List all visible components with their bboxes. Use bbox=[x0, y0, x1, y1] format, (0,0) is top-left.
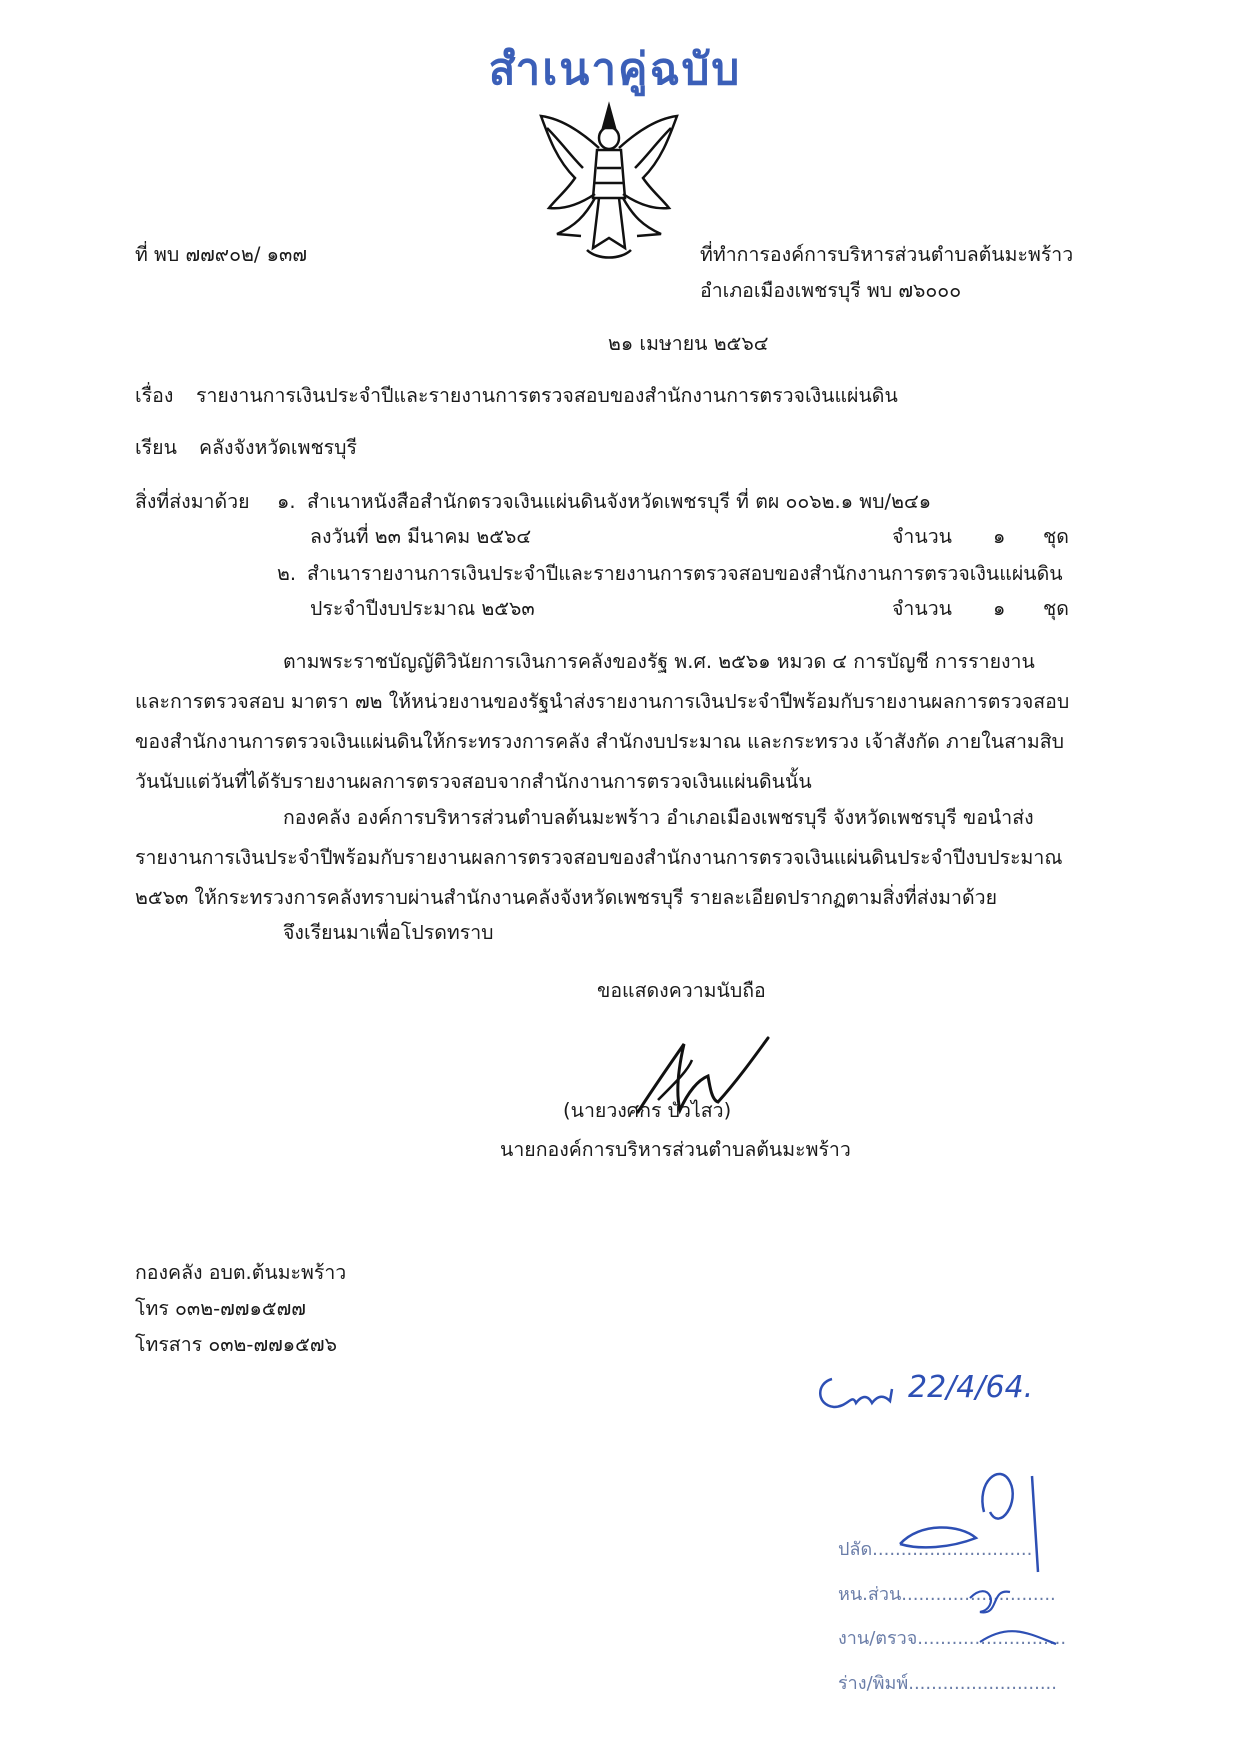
copy-stamp: สำเนาคู่ฉบับ bbox=[488, 44, 742, 95]
routing-line-chief: ปลัด............................ bbox=[838, 1539, 1033, 1560]
enclosure-quantity: ๑ bbox=[993, 525, 1006, 548]
issuer-address-line2: อำเภอเมืองเพชรบุรี พบ ๗๖๐๐๐ bbox=[700, 279, 962, 302]
reference-number: ที่ พบ ๗๗๙๐๒/ ๑๓๗ bbox=[135, 243, 307, 266]
enclosure-line: ประจำปีงบประมาณ ๒๕๖๓ bbox=[310, 597, 535, 620]
body-paragraph-2: กองคลัง องค์การบริหารส่วนตำบลต้นมะพร้าว อำเภอเมืองเพชรบุรี จังหวัดเพชรบุรี ขอนำส่งรายงานการเงินประจำปีพร้อมกับรายงานผลการตรวจสอบของสำนักงานการตรวจเงินแผ่นดินประจำปีงบประมาณ ๒๕๖๓ ให้กระทรวงการคลังทราบผ่านสำนักงานคลังจังหวัดเพชรบุรี รายละเอียดปรากฏตามสิ่งที่ส่งมาด้วย bbox=[135, 806, 1063, 909]
recipient-label: เรียน bbox=[135, 436, 177, 459]
routing-line-draft: ร่าง/พิมพ์.......................... bbox=[838, 1673, 1057, 1694]
body-paragraph-1: ตามพระราชบัญญัติวินัยการเงินการคลังของรัฐ พ.ศ. ๒๕๖๑ หมวด ๔ การบัญชี การรายงาน และการตรวจสอบ มาตรา ๗๒ ให้หน่วยงานของรัฐนำส่งรายงานการเงินประจำปีพร้อมกับรายงานผลการตรวจสอบของสำนักงานการตรวจเงินแผ่นดินให้กระทรวงการคลัง สำนักงบประมาณ และกระทรวง เจ้าสังกัด ภายในสามสิบวันนับแต่วันที่ได้รับรายงานผลการตรวจสอบจากสำนักงานการตรวจเงินแผ่นดินนั้น bbox=[135, 650, 1070, 793]
enclosure-quantity-label: จำนวน bbox=[892, 525, 952, 548]
enclosure-quantity-label: จำนวน bbox=[892, 597, 952, 620]
footer-department: กองคลัง อบต.ต้นมะพร้าว bbox=[135, 1261, 347, 1284]
routing-handwriting bbox=[880, 1452, 1080, 1592]
enclosure-unit: ชุด bbox=[1043, 597, 1069, 620]
garuda-emblem-icon bbox=[527, 98, 692, 270]
handwritten-date: 22/4/64. bbox=[908, 1370, 1034, 1405]
enclosures-label: สิ่งที่ส่งมาด้วย bbox=[135, 490, 250, 513]
enclosure-number: ๒. bbox=[277, 562, 297, 585]
enclosure-line: สำเนารายงานการเงินประจำปีและรายงานการตรวจสอบของสำนักงานการตรวจเงินแผ่นดิน bbox=[307, 562, 1063, 585]
issuer-address-line1: ที่ทำการองค์การบริหารส่วนตำบลต้นมะพร้าว bbox=[700, 243, 1074, 266]
footer-phone: โทร ๐๓๒-๗๗๑๕๗๗ bbox=[135, 1297, 306, 1320]
routing-line-check: งาน/ตรวจ.......................... bbox=[838, 1628, 1067, 1649]
subject-text: รายงานการเงินประจำปีและรายงานการตรวจสอบของสำนักงานการตรวจเงินแผ่นดิน bbox=[196, 384, 898, 407]
enclosure-unit: ชุด bbox=[1043, 525, 1069, 548]
footer-fax: โทรสาร ๐๓๒-๗๗๑๕๗๖ bbox=[135, 1333, 337, 1356]
enclosure-line: สำเนาหนังสือสำนักตรวจเงินแผ่นดินจังหวัดเพชรบุรี ที่ ตผ ๐๐๖๒.๑ พบ/๒๔๑ bbox=[307, 490, 932, 513]
handwritten-initial bbox=[812, 1365, 902, 1415]
document-date: ๒๑ เมษายน ๒๕๖๔ bbox=[608, 332, 769, 355]
signatory-position: นายกองค์การบริหารส่วนตำบลต้นมะพร้าว bbox=[500, 1138, 851, 1161]
signatory-name: (นายวงศกร บัวไสว) bbox=[563, 1099, 732, 1122]
recipient-text: คลังจังหวัดเพชรบุรี bbox=[199, 436, 358, 459]
enclosure-quantity: ๑ bbox=[993, 597, 1006, 620]
subject-label: เรื่อง bbox=[135, 384, 174, 407]
body-paragraph-3: จึงเรียนมาเพื่อโปรดทราบ bbox=[283, 921, 494, 944]
enclosure-number: ๑. bbox=[277, 490, 296, 513]
enclosure-line: ลงวันที่ ๒๓ มีนาคม ๒๕๖๔ bbox=[310, 525, 532, 548]
routing-initials bbox=[960, 1578, 1080, 1658]
closing-phrase: ขอแสดงความนับถือ bbox=[597, 979, 766, 1002]
routing-line-section-head: หน.ส่วน........................... bbox=[838, 1584, 1056, 1605]
